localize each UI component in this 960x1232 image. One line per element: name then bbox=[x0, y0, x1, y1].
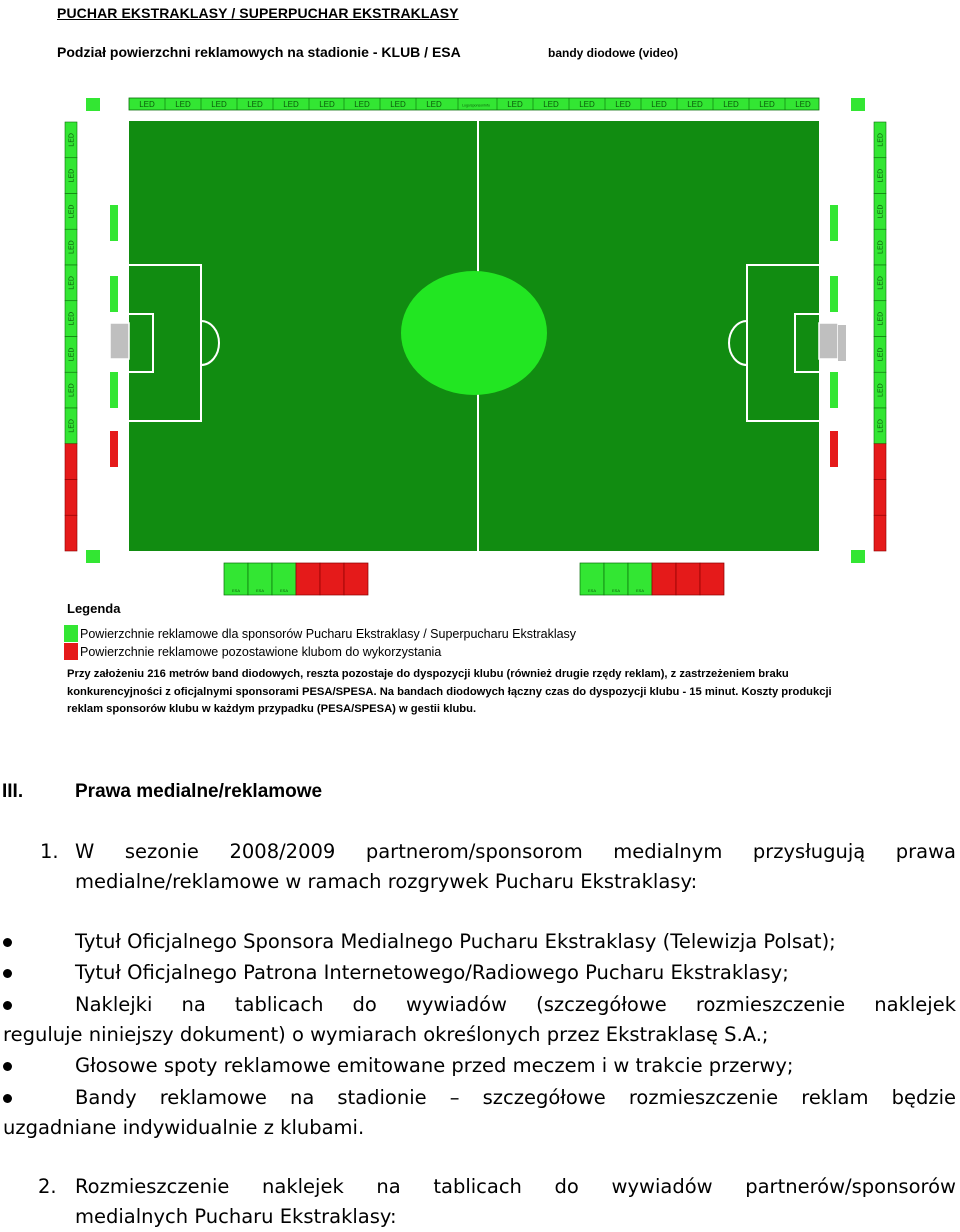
corner-marker bbox=[851, 98, 865, 111]
right-goal-net bbox=[838, 325, 846, 361]
legend-swatch-red bbox=[64, 643, 78, 660]
left-side-board bbox=[110, 431, 118, 467]
right-bottom-block-label: ESA bbox=[611, 588, 621, 593]
right-led-label: LED bbox=[877, 133, 885, 147]
top-led-label: LED bbox=[723, 100, 739, 109]
bullet-5-line-2: uzgadniane indywidualnie z klubami. bbox=[3, 1116, 365, 1139]
item-2-line-2: medialnych Pucharu Ekstraklasy: bbox=[75, 1205, 397, 1228]
top-led-label: LED bbox=[615, 100, 631, 109]
top-led-label: LED bbox=[211, 100, 227, 109]
top-led-label: LED bbox=[579, 100, 595, 109]
left-led-label: LED bbox=[68, 419, 76, 433]
left-bottom-block bbox=[296, 563, 320, 595]
bullet-icon bbox=[3, 1062, 12, 1071]
right-side-board bbox=[830, 431, 838, 467]
bullet-icon bbox=[3, 969, 12, 978]
left-led-label: LED bbox=[68, 383, 76, 397]
left-bottom-block-label: ESA bbox=[279, 588, 289, 593]
right-led-label: LED bbox=[877, 276, 885, 290]
stadium-diagram bbox=[0, 0, 960, 600]
left-led-label: LED bbox=[68, 133, 76, 147]
bullet-3-line-2: reguluje niniejszy dokument) o wymiarach określonych przez Ekstraklasę S.A.; bbox=[3, 1023, 769, 1046]
corner-marker bbox=[86, 550, 100, 563]
left-led-label: LED bbox=[68, 276, 76, 290]
left-led-label: LED bbox=[68, 204, 76, 219]
right-led-label: LED bbox=[877, 240, 885, 254]
legend-title: Legenda bbox=[67, 601, 121, 616]
top-led-label: LED bbox=[687, 100, 703, 109]
left-side-board bbox=[110, 372, 118, 408]
right-bottom-block-label: ESA bbox=[587, 588, 597, 593]
right-bottom-block bbox=[676, 563, 700, 595]
right-led-label: LED bbox=[877, 347, 885, 362]
right-led-label: LED bbox=[877, 168, 885, 183]
top-led-label: LED bbox=[651, 100, 667, 109]
top-led-label: LED bbox=[795, 100, 811, 109]
bullet-icon bbox=[3, 1094, 12, 1103]
bullet-5-line-1: Bandy reklamowe na stadionie – szczegółowe rozmieszczenie reklam będzie bbox=[75, 1086, 956, 1109]
center-circle bbox=[401, 271, 547, 395]
right-side-board bbox=[830, 372, 838, 408]
right-goal bbox=[819, 323, 838, 359]
corner-marker bbox=[851, 550, 865, 563]
led-caption: bandy diodowe (video) bbox=[548, 46, 679, 60]
right-side-board bbox=[830, 205, 838, 241]
right-led-segment bbox=[874, 444, 886, 480]
left-bottom-block-label: ESA bbox=[255, 588, 265, 593]
right-led-segment bbox=[874, 480, 886, 516]
left-led-segment bbox=[65, 444, 77, 480]
legend-item-sponsor bbox=[64, 625, 576, 642]
right-bottom-block bbox=[700, 563, 724, 595]
right-led-label: LED bbox=[877, 419, 885, 433]
top-led-label: LED bbox=[426, 100, 442, 109]
top-led-label: LED bbox=[319, 100, 335, 109]
bullet-3-line-1: Naklejki na tablicach do wywiadów (szczegółowe rozmieszczenie naklejek bbox=[75, 993, 956, 1016]
right-bottom-block-label: ESA bbox=[635, 588, 645, 593]
item-2-line-1: Rozmieszczenie naklejek na tablicach do wywiadów partnerów/sponsorów bbox=[75, 1175, 956, 1198]
top-led-label: LED bbox=[354, 100, 370, 109]
top-led-label: LED bbox=[543, 100, 559, 109]
bullet-4-text: Głosowe spoty reklamowe emitowane przed meczem i w trakcie przerwy; bbox=[75, 1054, 794, 1077]
left-led-segment bbox=[65, 480, 77, 516]
item-1-line-2: medialne/reklamowe w ramach rozgrywek Pucharu Ekstraklasy: bbox=[75, 870, 698, 893]
bullet-2-text: Tytuł Oficjalnego Patrona Internetowego/Radiowego Pucharu Ekstraklasy; bbox=[75, 961, 789, 984]
left-side-board bbox=[110, 276, 118, 312]
right-led-label: LED bbox=[877, 204, 885, 219]
legend-swatch-green bbox=[64, 625, 78, 642]
right-led-segment bbox=[874, 515, 886, 551]
legend-item-club bbox=[64, 643, 441, 660]
left-led-label: LED bbox=[68, 311, 76, 326]
right-led-label: LED bbox=[877, 311, 885, 326]
section-number: III. bbox=[2, 781, 24, 802]
bullet-icon bbox=[3, 938, 12, 947]
left-bottom-block-label: ESA bbox=[231, 588, 241, 593]
right-side-board bbox=[830, 276, 838, 312]
legend-text-club: Powierzchnie reklamowe pozostawione klubom do wykorzystania bbox=[80, 644, 442, 659]
top-led-label: LED bbox=[283, 100, 299, 109]
top-led-label: LED bbox=[247, 100, 263, 109]
left-bottom-block bbox=[344, 563, 368, 595]
document-subtitle: Podział powierzchni reklamowych na stadionie - KLUB / ESA bbox=[57, 44, 461, 60]
left-side-board bbox=[110, 205, 118, 241]
left-led-segment bbox=[65, 515, 77, 551]
item-1-line-1: W sezonie 2008/2009 partnerom/sponsorom medialnym przysługują prawa bbox=[75, 840, 956, 863]
top-led-label: LED bbox=[759, 100, 775, 109]
item-number-1: 1. bbox=[40, 840, 59, 863]
right-bottom-block bbox=[652, 563, 676, 595]
left-bottom-block bbox=[320, 563, 344, 595]
left-led-label: LED bbox=[68, 347, 76, 362]
top-led-label: LED bbox=[390, 100, 406, 109]
section-title: Prawa medialne/reklamowe bbox=[75, 781, 323, 802]
document-title: PUCHAR EKSTRAKLASY / SUPERPUCHAR EKSTRAKLASY bbox=[57, 5, 459, 21]
left-goal bbox=[110, 323, 129, 359]
legend-text-sponsor: Powierzchnie reklamowe dla sponsorów Pucharu Ekstraklasy / Superpucharu Ekstraklasy bbox=[80, 626, 577, 641]
top-led-label: LED bbox=[175, 100, 191, 109]
corner-marker bbox=[86, 98, 100, 111]
bullet-icon bbox=[3, 1001, 12, 1010]
left-led-label: LED bbox=[68, 168, 76, 183]
left-led-label: LED bbox=[68, 240, 76, 254]
legend-note: Przy założeniu 216 metrów band diodowych, reszta pozostaje do dyspozycji klubu (również drugie rzędy reklam), z zastrzeżeniem braku konkurencyjności z oficjalnymi sponsorami PESA/SPESA. Na bandach diodowych łączny czas do dyspozycji klubu - 15 minut. Koszty produkcji reklam sponsorów klubu w każdym przypadku (PESA/SPESA) w gestii klubu. bbox=[67, 668, 832, 715]
top-led-small-label: Logo/sponsor/info bbox=[462, 103, 490, 108]
item-number-2: 2. bbox=[38, 1175, 57, 1198]
right-led-label: LED bbox=[877, 383, 885, 397]
top-led-label: LED bbox=[139, 100, 155, 109]
bullet-1-text: Tytuł Oficjalnego Sponsora Medialnego Pucharu Ekstraklasy (Telewizja Polsat); bbox=[75, 930, 836, 953]
top-led-label: LED bbox=[507, 100, 523, 109]
